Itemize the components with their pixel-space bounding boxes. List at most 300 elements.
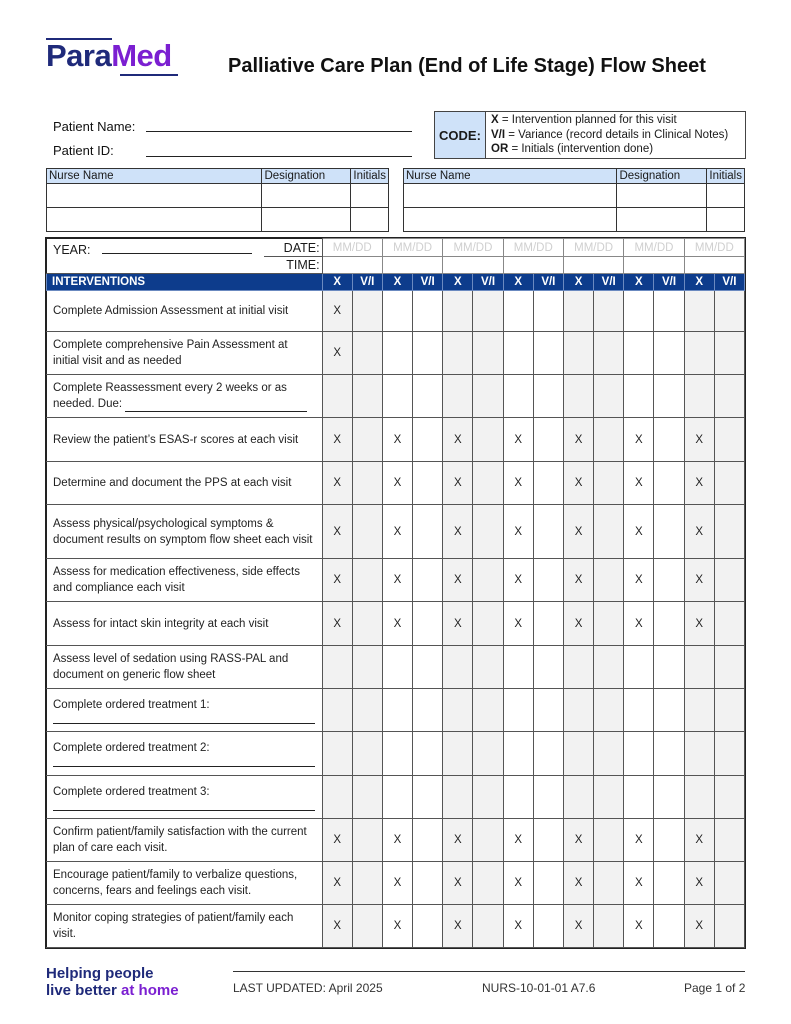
vi-cell[interactable] (413, 905, 443, 948)
x-mark: X (393, 920, 402, 932)
code-lines (486, 112, 733, 158)
x-cell[interactable] (443, 291, 473, 332)
vi-cell[interactable] (594, 505, 624, 559)
nurse-name-cell[interactable] (47, 208, 262, 232)
x-cell[interactable] (684, 291, 714, 332)
x-cell[interactable] (503, 559, 533, 602)
vi-cell[interactable] (352, 559, 382, 602)
vi-cell[interactable] (413, 646, 443, 689)
x-cell[interactable] (322, 291, 352, 332)
designation-cell[interactable] (262, 184, 351, 208)
vi-cell[interactable] (533, 291, 563, 332)
vi-cell[interactable] (352, 646, 382, 689)
x-cell[interactable] (382, 602, 412, 646)
vi-cell[interactable] (654, 862, 684, 905)
vi-cell[interactable] (413, 776, 443, 819)
x-cell[interactable] (684, 375, 714, 418)
x-cell[interactable] (684, 819, 714, 862)
vi-cell[interactable] (654, 291, 684, 332)
vi-cell[interactable] (714, 646, 744, 689)
intervention-row (47, 732, 745, 776)
x-cell[interactable] (503, 332, 533, 375)
x-cell[interactable] (382, 732, 412, 776)
x-cell[interactable] (503, 646, 533, 689)
intervention-row (47, 862, 745, 905)
x-mark: X (514, 525, 523, 538)
x-cell[interactable] (624, 291, 654, 332)
x-cell[interactable] (443, 819, 473, 862)
visit-date-field[interactable]: MM/DD (503, 239, 563, 257)
vi-cell[interactable] (352, 819, 382, 862)
nurse-name-header: Nurse Name (404, 169, 617, 184)
x-cell[interactable] (563, 559, 593, 602)
x-cell[interactable] (443, 559, 473, 602)
x-cell[interactable] (503, 819, 533, 862)
vi-cell[interactable] (654, 646, 684, 689)
vi-cell[interactable] (413, 505, 443, 559)
x-mark: X (695, 920, 704, 932)
initials-cell[interactable] (351, 208, 389, 232)
col-header-x: X (624, 274, 654, 291)
x-cell[interactable] (684, 905, 714, 948)
vi-cell[interactable] (594, 732, 624, 776)
x-mark: X (635, 617, 643, 630)
x-cell[interactable] (382, 819, 412, 862)
vi-cell[interactable] (473, 291, 503, 332)
x-cell[interactable] (563, 418, 593, 462)
x-cell[interactable] (322, 418, 352, 462)
interventions-header: INTERVENTIONS (47, 274, 323, 291)
nurse-table-left (46, 168, 389, 232)
x-cell[interactable] (443, 862, 473, 905)
x-mark: X (635, 433, 643, 446)
vi-cell[interactable] (533, 905, 563, 948)
vi-cell[interactable] (654, 776, 684, 819)
nurse-name-cell[interactable] (404, 184, 617, 208)
patient-name-field[interactable] (146, 131, 412, 132)
visit-time-field[interactable] (624, 257, 684, 274)
last-updated: LAST UPDATED: April 2025 (233, 981, 383, 995)
date-label: DATE: (264, 239, 322, 257)
patient-id-label: Patient ID: (53, 143, 114, 158)
treatment-field[interactable] (53, 810, 315, 811)
x-cell[interactable] (322, 776, 352, 819)
x-cell[interactable] (443, 505, 473, 559)
x-cell[interactable] (563, 776, 593, 819)
x-cell[interactable] (503, 418, 533, 462)
x-cell[interactable] (684, 689, 714, 732)
vi-cell[interactable] (594, 862, 624, 905)
x-cell[interactable] (624, 862, 654, 905)
vi-cell[interactable] (594, 418, 624, 462)
x-cell[interactable] (684, 559, 714, 602)
x-cell[interactable] (684, 646, 714, 689)
vi-cell[interactable] (714, 905, 744, 948)
x-cell[interactable] (322, 332, 352, 375)
x-mark: X (695, 433, 704, 446)
x-cell[interactable] (624, 375, 654, 418)
vi-cell[interactable] (533, 559, 563, 602)
vi-cell[interactable] (413, 332, 443, 375)
vi-cell[interactable] (533, 602, 563, 646)
vi-cell[interactable] (654, 375, 684, 418)
x-cell[interactable] (563, 375, 593, 418)
x-cell[interactable] (624, 462, 654, 505)
x-cell[interactable] (563, 862, 593, 905)
x-cell[interactable] (624, 505, 654, 559)
interventions-grid (46, 238, 745, 948)
designation-cell[interactable] (617, 184, 707, 208)
x-mark: X (393, 525, 402, 538)
intervention-label: Complete Admission Assessment at initial visit (47, 291, 323, 332)
x-cell[interactable] (503, 505, 533, 559)
vi-cell[interactable] (473, 418, 503, 462)
x-cell[interactable] (684, 862, 714, 905)
x-cell[interactable] (382, 375, 412, 418)
vi-cell[interactable] (594, 602, 624, 646)
vi-cell[interactable] (714, 689, 744, 732)
x-mark: X (574, 477, 583, 489)
vi-cell[interactable] (473, 862, 503, 905)
x-cell[interactable] (563, 646, 593, 689)
x-cell[interactable] (503, 602, 533, 646)
x-mark: X (333, 834, 341, 846)
x-cell[interactable] (322, 375, 352, 418)
vi-cell[interactable] (594, 689, 624, 732)
x-cell[interactable] (563, 819, 593, 862)
code-line-or: OR = Initials (intervention done) (491, 143, 654, 155)
vi-cell[interactable] (654, 559, 684, 602)
x-cell[interactable] (443, 462, 473, 505)
x-cell[interactable] (443, 776, 473, 819)
vi-cell[interactable] (473, 559, 503, 602)
x-cell[interactable] (684, 602, 714, 646)
x-mark: X (574, 617, 583, 630)
col-header-x: X (443, 274, 473, 291)
vi-cell[interactable] (714, 732, 744, 776)
x-cell[interactable] (563, 332, 593, 375)
vi-cell[interactable] (654, 602, 684, 646)
vi-cell[interactable] (533, 462, 563, 505)
vi-cell[interactable] (594, 332, 624, 375)
intervention-label: Assess physical/psychological symptoms & document results on symptom flow sheet each visit (47, 505, 323, 559)
vi-cell[interactable] (533, 646, 563, 689)
visit-time-field[interactable] (503, 257, 563, 274)
vi-cell[interactable] (352, 862, 382, 905)
x-cell[interactable] (382, 505, 412, 559)
vi-cell[interactable] (594, 559, 624, 602)
vi-cell[interactable] (714, 505, 744, 559)
visit-date-field[interactable]: MM/DD (624, 239, 684, 257)
initials-cell[interactable] (707, 208, 745, 232)
intervention-row (47, 332, 745, 375)
x-cell[interactable] (684, 732, 714, 776)
x-cell[interactable] (563, 462, 593, 505)
x-cell[interactable] (322, 862, 352, 905)
vi-cell[interactable] (714, 559, 744, 602)
vi-cell[interactable] (654, 505, 684, 559)
vi-cell[interactable] (352, 462, 382, 505)
vi-cell[interactable] (654, 689, 684, 732)
vi-cell[interactable] (413, 602, 443, 646)
x-cell[interactable] (624, 732, 654, 776)
x-cell[interactable] (624, 646, 654, 689)
vi-cell[interactable] (413, 819, 443, 862)
designation-cell[interactable] (617, 208, 707, 232)
x-cell[interactable] (503, 375, 533, 418)
col-header-x: X (684, 274, 714, 291)
col-header-vi: V/I (654, 274, 684, 291)
x-cell[interactable] (684, 332, 714, 375)
vi-cell[interactable] (654, 819, 684, 862)
x-mark: X (574, 920, 583, 932)
intervention-label: Assess level of sedation using RASS-PAL and document on generic flow sheet (47, 646, 323, 689)
x-cell[interactable] (624, 559, 654, 602)
vi-cell[interactable] (473, 689, 503, 732)
x-mark: X (454, 617, 462, 630)
x-cell[interactable] (503, 776, 533, 819)
x-cell[interactable] (624, 602, 654, 646)
nurse-name-cell[interactable] (404, 208, 617, 232)
intervention-row (47, 418, 745, 462)
intervention-label: Review the patient’s ESAS-r scores at each visit (47, 418, 323, 462)
vi-cell[interactable] (533, 689, 563, 732)
visit-date-field[interactable]: MM/DD (563, 239, 623, 257)
vi-cell[interactable] (473, 505, 503, 559)
vi-cell[interactable] (594, 462, 624, 505)
vi-cell[interactable] (594, 905, 624, 948)
x-mark: X (695, 525, 704, 538)
vi-cell[interactable] (352, 776, 382, 819)
vi-cell[interactable] (533, 418, 563, 462)
document-code: NURS-10-01-01 A7.6 (482, 981, 596, 995)
x-cell[interactable] (382, 291, 412, 332)
x-cell[interactable] (322, 646, 352, 689)
page-title: Palliative Care Plan (End of Life Stage) Flow Sheet (228, 55, 706, 77)
vi-cell[interactable] (714, 862, 744, 905)
vi-cell[interactable] (654, 332, 684, 375)
x-cell[interactable] (624, 332, 654, 375)
x-cell[interactable] (443, 602, 473, 646)
x-cell[interactable] (563, 732, 593, 776)
col-header-vi: V/I (352, 274, 382, 291)
vi-cell[interactable] (654, 905, 684, 948)
visit-date-field[interactable]: MM/DD (382, 239, 442, 257)
visit-time-field[interactable] (443, 257, 503, 274)
x-mark: X (695, 617, 704, 630)
year-field[interactable] (102, 241, 252, 254)
x-cell[interactable] (322, 559, 352, 602)
visit-date-field[interactable]: MM/DD (684, 239, 744, 257)
designation-cell[interactable] (262, 208, 351, 232)
intervention-label: Complete ordered treatment 3: (47, 776, 323, 819)
x-mark: X (695, 477, 704, 489)
x-cell[interactable] (322, 732, 352, 776)
x-cell[interactable] (382, 689, 412, 732)
visit-date-field[interactable]: MM/DD (443, 239, 503, 257)
x-cell[interactable] (322, 505, 352, 559)
x-cell[interactable] (503, 291, 533, 332)
vi-cell[interactable] (533, 862, 563, 905)
vi-cell[interactable] (352, 291, 382, 332)
visit-time-field[interactable] (684, 257, 744, 274)
vi-cell[interactable] (594, 646, 624, 689)
x-cell[interactable] (443, 646, 473, 689)
vi-cell[interactable] (352, 602, 382, 646)
x-cell[interactable] (503, 905, 533, 948)
vi-cell[interactable] (654, 418, 684, 462)
treatment-field[interactable] (53, 766, 315, 767)
vi-cell[interactable] (413, 732, 443, 776)
intervention-label: Confirm patient/family satisfaction with the current plan of care each visit. (47, 819, 323, 862)
x-cell[interactable] (624, 418, 654, 462)
vi-cell[interactable] (413, 462, 443, 505)
treatment-field[interactable] (53, 723, 315, 724)
x-cell[interactable] (382, 646, 412, 689)
vi-cell[interactable] (473, 462, 503, 505)
x-cell[interactable] (382, 862, 412, 905)
patient-id-field[interactable] (146, 156, 412, 157)
intervention-row (47, 689, 745, 732)
vi-cell[interactable] (714, 418, 744, 462)
vi-cell[interactable] (352, 332, 382, 375)
vi-cell[interactable] (413, 418, 443, 462)
vi-cell[interactable] (473, 776, 503, 819)
x-cell[interactable] (684, 776, 714, 819)
x-cell[interactable] (563, 905, 593, 948)
vi-cell[interactable] (654, 462, 684, 505)
vi-cell[interactable] (352, 418, 382, 462)
vi-cell[interactable] (473, 819, 503, 862)
vi-cell[interactable] (473, 375, 503, 418)
x-cell[interactable] (503, 732, 533, 776)
x-cell[interactable] (624, 689, 654, 732)
vi-cell[interactable] (654, 732, 684, 776)
x-cell[interactable] (443, 905, 473, 948)
x-cell[interactable] (322, 905, 352, 948)
x-cell[interactable] (624, 819, 654, 862)
x-cell[interactable] (322, 819, 352, 862)
vi-cell[interactable] (352, 905, 382, 948)
intervention-label: Complete Reassessment every 2 weeks or as needed. Due: (47, 375, 323, 418)
vi-cell[interactable] (473, 732, 503, 776)
vi-cell[interactable] (714, 776, 744, 819)
vi-cell[interactable] (594, 375, 624, 418)
intervention-label: Complete ordered treatment 1: (47, 689, 323, 732)
vi-cell[interactable] (413, 689, 443, 732)
vi-cell[interactable] (352, 375, 382, 418)
vi-cell[interactable] (714, 602, 744, 646)
vi-cell[interactable] (594, 776, 624, 819)
visit-time-field[interactable] (322, 257, 382, 274)
x-mark: X (333, 574, 341, 586)
initials-cell[interactable] (707, 184, 745, 208)
nurse-name-cell[interactable] (47, 184, 262, 208)
x-cell[interactable] (382, 332, 412, 375)
vi-cell[interactable] (714, 462, 744, 505)
visit-time-field[interactable] (563, 257, 623, 274)
vi-cell[interactable] (352, 505, 382, 559)
vi-cell[interactable] (714, 332, 744, 375)
x-cell[interactable] (382, 418, 412, 462)
x-cell[interactable] (443, 689, 473, 732)
x-cell[interactable] (443, 332, 473, 375)
x-mark: X (635, 834, 643, 846)
x-mark: X (333, 477, 341, 489)
vi-cell[interactable] (413, 291, 443, 332)
footer-divider (233, 971, 745, 972)
x-cell[interactable] (382, 559, 412, 602)
x-cell[interactable] (684, 505, 714, 559)
vi-cell[interactable] (413, 375, 443, 418)
vi-cell[interactable] (533, 776, 563, 819)
x-mark: X (514, 433, 523, 446)
x-cell[interactable] (322, 689, 352, 732)
x-cell[interactable] (563, 505, 593, 559)
visit-time-field[interactable] (382, 257, 442, 274)
vi-cell[interactable] (413, 559, 443, 602)
x-cell[interactable] (382, 776, 412, 819)
x-cell[interactable] (624, 905, 654, 948)
vi-cell[interactable] (533, 375, 563, 418)
vi-cell[interactable] (714, 819, 744, 862)
x-cell[interactable] (503, 862, 533, 905)
x-mark: X (393, 574, 402, 586)
x-cell[interactable] (382, 462, 412, 505)
col-header-vi: V/I (714, 274, 744, 291)
vi-cell[interactable] (473, 905, 503, 948)
vi-cell[interactable] (473, 602, 503, 646)
x-cell[interactable] (322, 462, 352, 505)
vi-cell[interactable] (533, 332, 563, 375)
x-mark: X (574, 877, 583, 889)
x-cell[interactable] (624, 776, 654, 819)
vi-cell[interactable] (352, 732, 382, 776)
x-cell[interactable] (443, 732, 473, 776)
x-cell[interactable] (684, 462, 714, 505)
x-cell[interactable] (382, 905, 412, 948)
vi-cell[interactable] (352, 689, 382, 732)
col-header-vi: V/I (594, 274, 624, 291)
x-cell[interactable] (563, 291, 593, 332)
vi-cell[interactable] (594, 291, 624, 332)
x-cell[interactable] (503, 462, 533, 505)
vi-cell[interactable] (714, 375, 744, 418)
vi-cell[interactable] (533, 505, 563, 559)
due-date-field[interactable] (125, 399, 307, 412)
x-mark: X (514, 617, 523, 630)
x-cell[interactable] (322, 602, 352, 646)
x-cell[interactable] (684, 418, 714, 462)
nurse-table-right (403, 168, 745, 232)
x-cell[interactable] (563, 689, 593, 732)
x-cell[interactable] (563, 602, 593, 646)
vi-cell[interactable] (413, 862, 443, 905)
x-cell[interactable] (443, 418, 473, 462)
vi-cell[interactable] (473, 646, 503, 689)
x-cell[interactable] (443, 375, 473, 418)
vi-cell[interactable] (714, 291, 744, 332)
x-cell[interactable] (503, 689, 533, 732)
vi-cell[interactable] (533, 732, 563, 776)
initials-cell[interactable] (351, 184, 389, 208)
vi-cell[interactable] (594, 819, 624, 862)
vi-cell[interactable] (533, 819, 563, 862)
time-label: TIME: (264, 257, 322, 274)
year-cell: YEAR: (47, 239, 264, 274)
visit-date-field[interactable]: MM/DD (322, 239, 382, 257)
vi-cell[interactable] (473, 332, 503, 375)
